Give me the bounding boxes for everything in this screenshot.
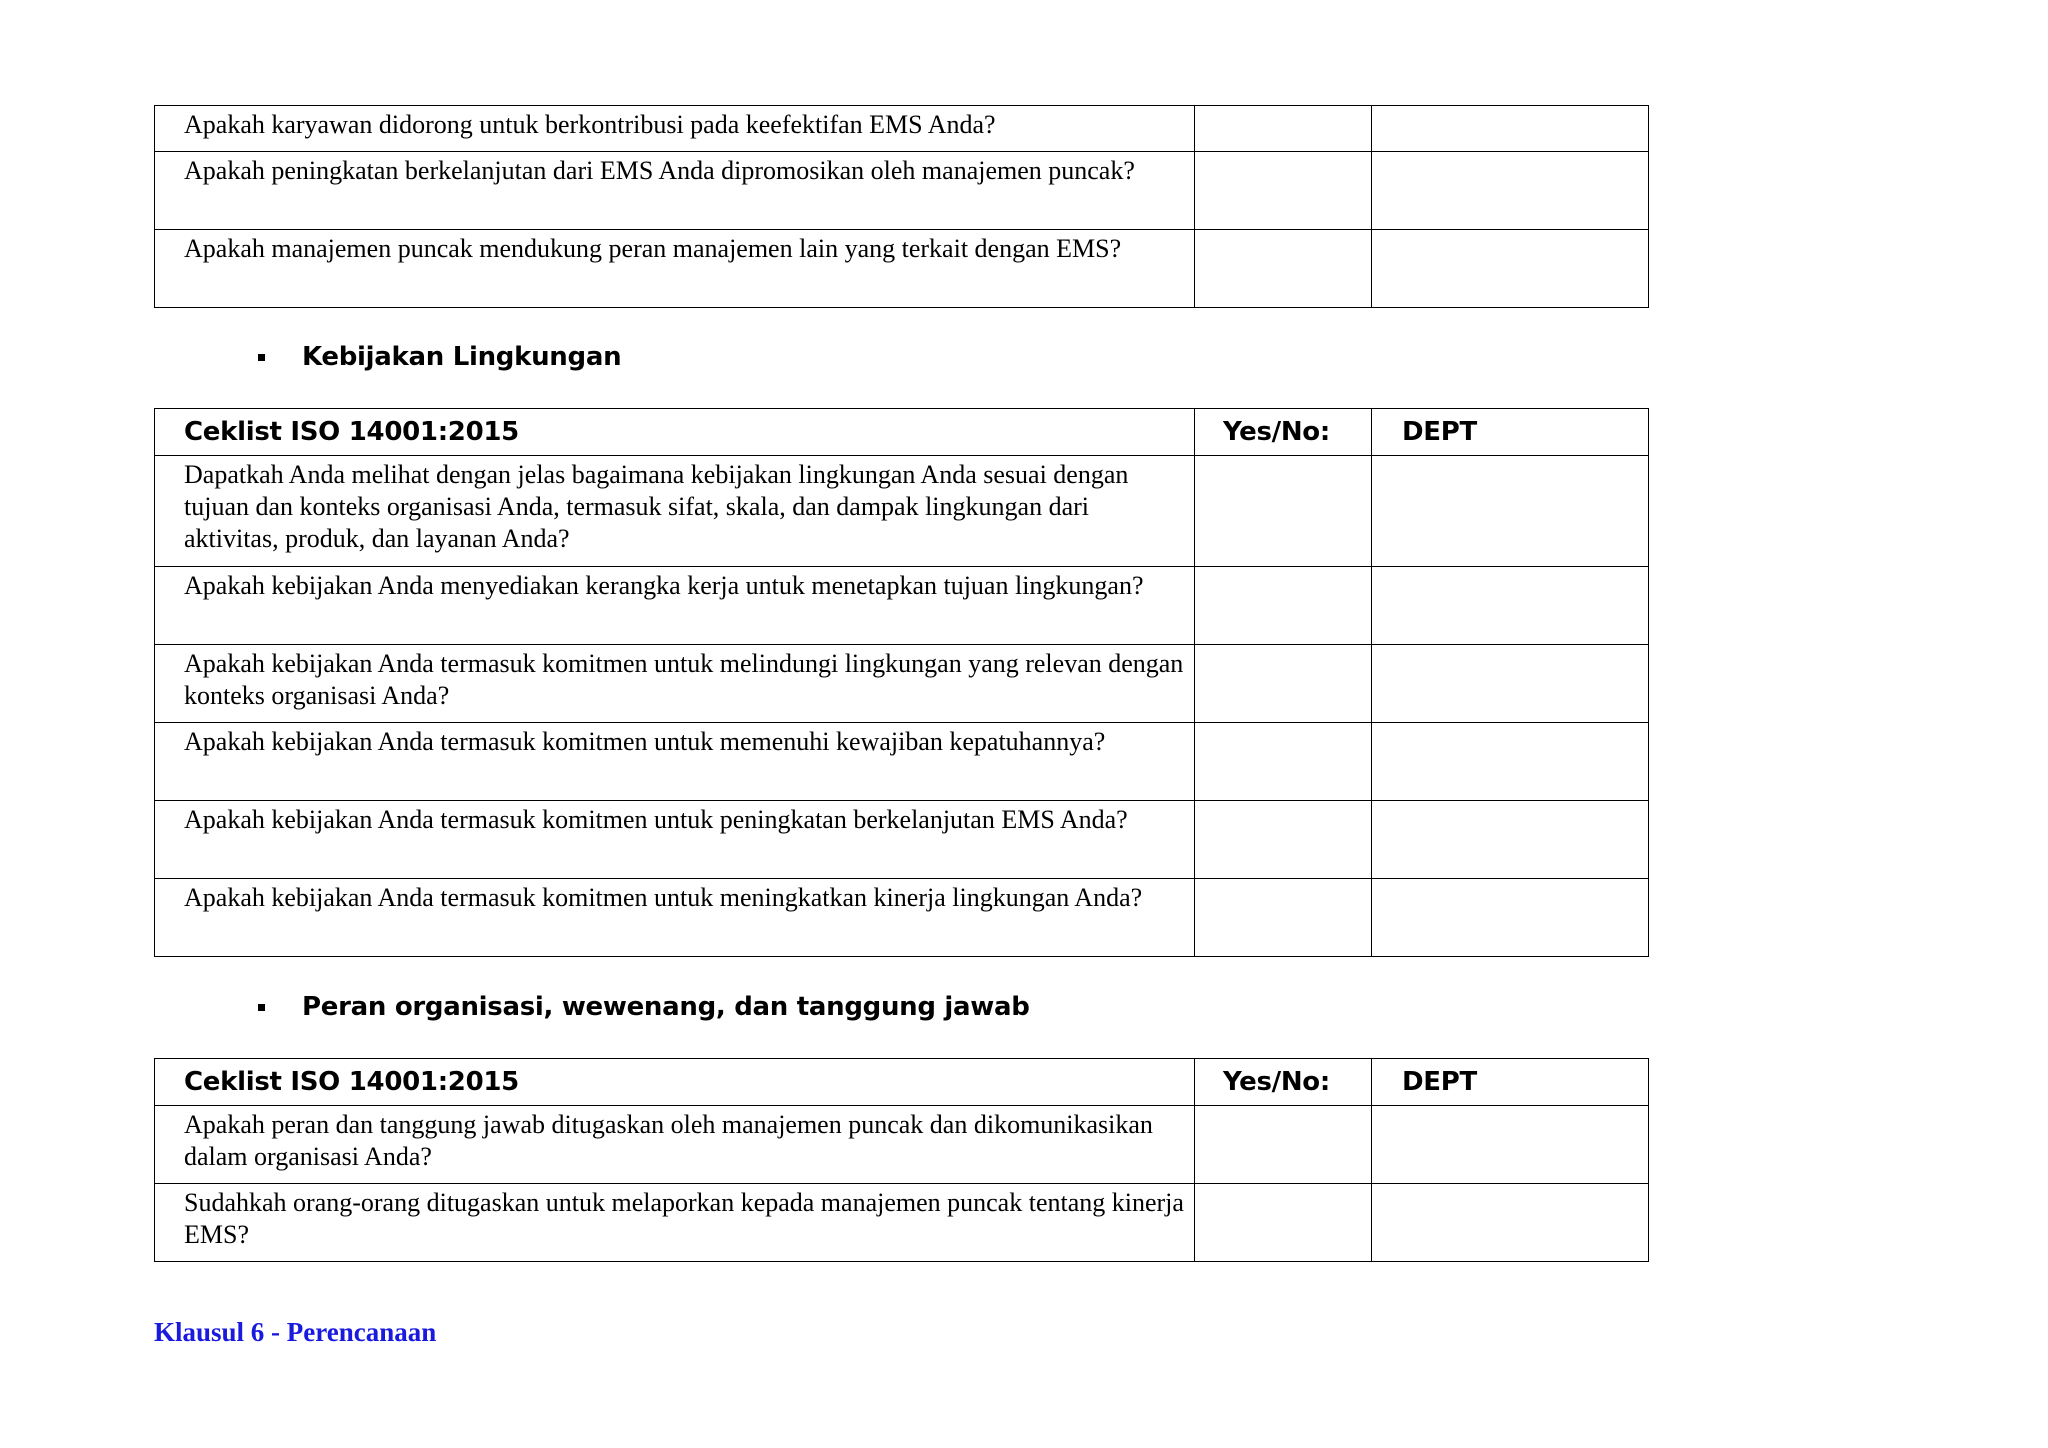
checklist-table-environment-policy	[154, 408, 1649, 957]
checklist-table-roles	[154, 1058, 1649, 1262]
table-row	[155, 645, 1649, 723]
question-cell: Apakah kebijakan Anda termasuk komitmen untuk peningkatan berkelanjutan EMS Anda?	[155, 801, 1195, 879]
table-row	[155, 723, 1649, 801]
dept-cell[interactable]	[1372, 456, 1649, 567]
table-row	[155, 456, 1649, 567]
table-row	[155, 1106, 1649, 1184]
checklist-table-continued	[154, 105, 1649, 308]
bullet-square-icon	[258, 1004, 265, 1011]
yes-no-cell[interactable]	[1195, 456, 1372, 567]
question-cell: Apakah kebijakan Anda termasuk komitmen untuk meningkatkan kinerja lingkungan Anda?	[155, 879, 1195, 957]
column-header-dept: DEPT	[1372, 409, 1649, 456]
table-row	[155, 152, 1649, 230]
table-row	[155, 1184, 1649, 1262]
dept-cell[interactable]	[1372, 567, 1649, 645]
table-row	[155, 801, 1649, 879]
dept-cell[interactable]	[1372, 230, 1649, 308]
yes-no-cell[interactable]	[1195, 879, 1372, 957]
bullet-square-icon	[258, 354, 265, 361]
yes-no-cell[interactable]	[1195, 1184, 1372, 1262]
dept-cell[interactable]	[1372, 723, 1649, 801]
question-cell: Dapatkah Anda melihat dengan jelas bagaimana kebijakan lingkungan Anda sesuai dengan tujuan dan konteks organisasi Anda, termasuk sifat, skala, dan dampak lingkungan dari aktivitas, produk, dan layanan Anda?	[155, 456, 1195, 567]
question-cell: Apakah karyawan didorong untuk berkontribusi pada keefektifan EMS Anda?	[155, 106, 1195, 152]
dept-cell[interactable]	[1372, 645, 1649, 723]
column-header-checklist: Ceklist ISO 14001:2015	[155, 1059, 1195, 1106]
table-row	[155, 230, 1649, 308]
column-header-yes-no: Yes/No:	[1195, 1059, 1372, 1106]
column-header-checklist: Ceklist ISO 14001:2015	[155, 409, 1195, 456]
table-header-row	[155, 1059, 1649, 1106]
yes-no-cell[interactable]	[1195, 106, 1372, 152]
dept-cell[interactable]	[1372, 152, 1649, 230]
yes-no-cell[interactable]	[1195, 723, 1372, 801]
section-heading-label: Peran organisasi, wewenang, dan tanggung jawab	[302, 992, 1030, 1022]
column-header-yes-no: Yes/No:	[1195, 409, 1372, 456]
yes-no-cell[interactable]	[1195, 801, 1372, 879]
table-row	[155, 567, 1649, 645]
dept-cell[interactable]	[1372, 106, 1649, 152]
question-cell: Apakah kebijakan Anda termasuk komitmen untuk melindungi lingkungan yang relevan dengan konteks organisasi Anda?	[155, 645, 1195, 723]
section-heading-label: Kebijakan Lingkungan	[302, 342, 622, 372]
dept-cell[interactable]	[1372, 801, 1649, 879]
yes-no-cell[interactable]	[1195, 567, 1372, 645]
yes-no-cell[interactable]	[1195, 1106, 1372, 1184]
column-header-dept: DEPT	[1372, 1059, 1649, 1106]
dept-cell[interactable]	[1372, 1106, 1649, 1184]
yes-no-cell[interactable]	[1195, 152, 1372, 230]
yes-no-cell[interactable]	[1195, 230, 1372, 308]
table-header-row	[155, 409, 1649, 456]
clause-heading: Klausul 6 - Perencanaan	[154, 1317, 437, 1347]
dept-cell[interactable]	[1372, 1184, 1649, 1262]
question-cell: Apakah kebijakan Anda termasuk komitmen untuk memenuhi kewajiban kepatuhannya?	[155, 723, 1195, 801]
table-row	[155, 879, 1649, 957]
question-cell: Apakah kebijakan Anda menyediakan kerangka kerja untuk menetapkan tujuan lingkungan?	[155, 567, 1195, 645]
table-row	[155, 106, 1649, 152]
yes-no-cell[interactable]	[1195, 645, 1372, 723]
question-cell: Apakah peningkatan berkelanjutan dari EMS Anda dipromosikan oleh manajemen puncak?	[155, 152, 1195, 230]
question-cell: Apakah peran dan tanggung jawab ditugaskan oleh manajemen puncak dan dikomunikasikan dalam organisasi Anda?	[155, 1106, 1195, 1184]
dept-cell[interactable]	[1372, 879, 1649, 957]
question-cell: Apakah manajemen puncak mendukung peran manajemen lain yang terkait dengan EMS?	[155, 230, 1195, 308]
question-cell: Sudahkah orang-orang ditugaskan untuk melaporkan kepada manajemen puncak tentang kinerja EMS?	[155, 1184, 1195, 1262]
